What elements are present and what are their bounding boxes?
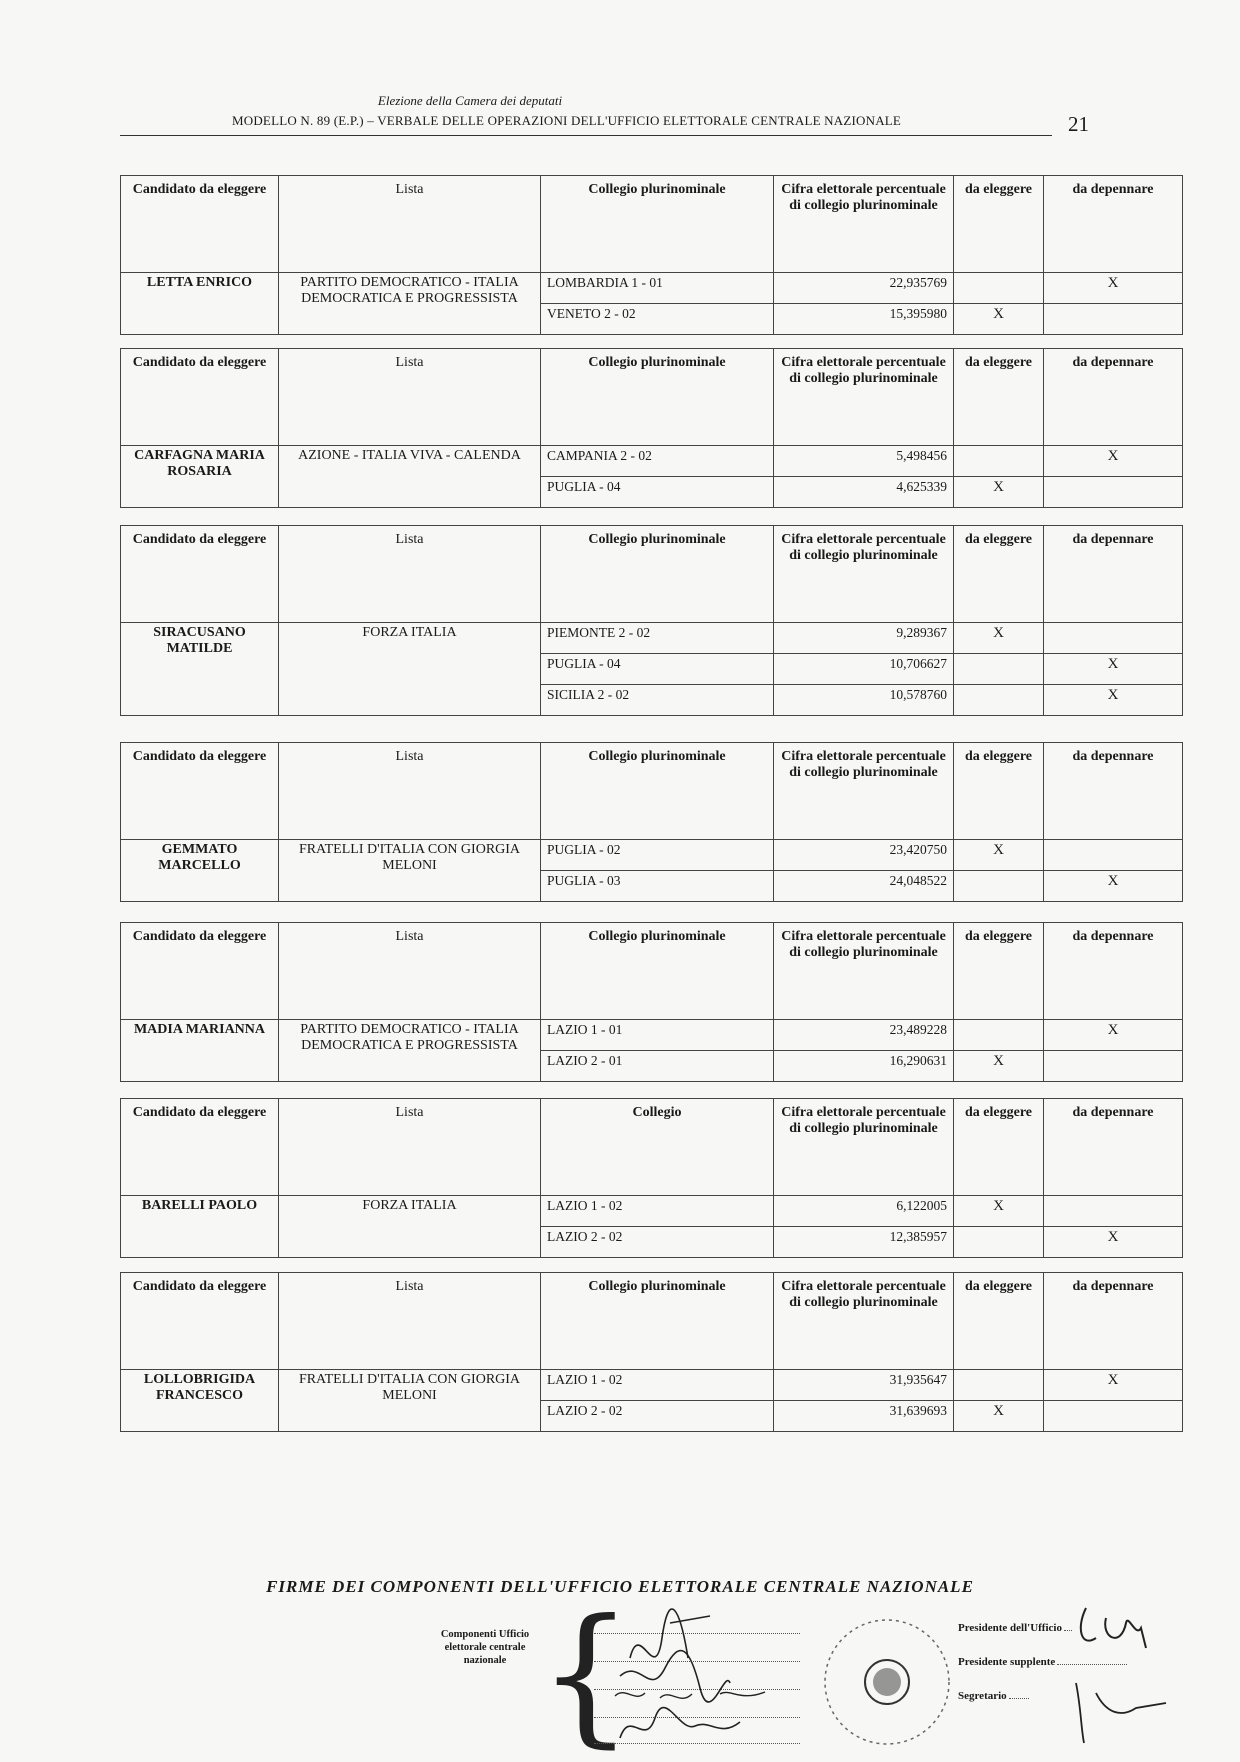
- table-row: [121, 840, 1183, 871]
- collegio-cell: LAZIO 2 - 02: [541, 1227, 774, 1258]
- da-eleggere-cell: X: [954, 840, 1044, 871]
- candidato-header: Candidato da eleggere: [121, 1273, 279, 1370]
- collegio-cell: LAZIO 1 - 01: [541, 1020, 774, 1051]
- da-depennare-cell: X: [1044, 871, 1183, 902]
- candidate-table: [120, 525, 1183, 716]
- collegio-header: Collegio plurinominale: [541, 526, 774, 623]
- lista-header: Lista: [279, 349, 541, 446]
- candidate-name: SIRACUSANO MATILDE: [121, 623, 279, 716]
- candidato-header: Candidato da eleggere: [121, 176, 279, 273]
- party-list: PARTITO DEMOCRATICO - ITALIA DEMOCRATICA E PROGRESSISTA: [279, 1020, 541, 1082]
- cifra-cell: 16,290631: [774, 1051, 954, 1082]
- collegio-header: Collegio plurinominale: [541, 743, 774, 840]
- collegio-cell: LOMBARDIA 1 - 01: [541, 273, 774, 304]
- brace-symbol: {: [538, 1588, 634, 1762]
- da-eleggere-cell: [954, 1227, 1044, 1258]
- cifra-header: Cifra elettorale percentuale di collegio plurinominale: [774, 743, 954, 840]
- collegio-header: Collegio plurinominale: [541, 176, 774, 273]
- da-eleggere-header: da eleggere: [954, 1273, 1044, 1370]
- cifra-cell: 10,706627: [774, 654, 954, 685]
- lista-header: Lista: [279, 176, 541, 273]
- da-depennare-header: da depennare: [1044, 526, 1183, 623]
- cifra-header: Cifra elettorale percentuale di collegio plurinominale: [774, 526, 954, 623]
- lista-header: Lista: [279, 923, 541, 1020]
- da-eleggere-cell: [954, 1020, 1044, 1051]
- presidente-text: Presidente dell'Ufficio: [958, 1622, 1062, 1634]
- da-depennare-header: da depennare: [1044, 923, 1183, 1020]
- cifra-header: Cifra elettorale percentuale di collegio plurinominale: [774, 923, 954, 1020]
- collegio-cell: PIEMONTE 2 - 02: [541, 623, 774, 654]
- da-eleggere-header: da eleggere: [954, 526, 1044, 623]
- candidato-header: Candidato da eleggere: [121, 923, 279, 1020]
- cifra-header: Cifra elettorale percentuale di collegio plurinominale: [774, 1099, 954, 1196]
- party-list: AZIONE - ITALIA VIVA - CALENDA: [279, 446, 541, 508]
- candidate-name: MADIA MARIANNA: [121, 1020, 279, 1082]
- collegio-cell: LAZIO 2 - 02: [541, 1401, 774, 1432]
- handwritten-signatures: [600, 1598, 800, 1748]
- da-depennare-cell: [1044, 1051, 1183, 1082]
- cifra-cell: 23,420750: [774, 840, 954, 871]
- collegio-cell: CAMPANIA 2 - 02: [541, 446, 774, 477]
- candidate-table: [120, 348, 1183, 508]
- cifra-cell: 22,935769: [774, 273, 954, 304]
- document-header: MODELLO N. 89 (E.P.) – VERBALE DELLE OPERAZIONI DELL'UFFICIO ELETTORALE CENTRALE NAZIONALE: [232, 113, 902, 128]
- da-eleggere-cell: X: [954, 477, 1044, 508]
- da-eleggere-header: da eleggere: [954, 743, 1044, 840]
- da-eleggere-cell: X: [954, 623, 1044, 654]
- da-eleggere-cell: X: [954, 1051, 1044, 1082]
- cifra-cell: 24,048522: [774, 871, 954, 902]
- table-row: [121, 446, 1183, 477]
- cifra-cell: 23,489228: [774, 1020, 954, 1051]
- candidate-table: [120, 1098, 1183, 1258]
- da-eleggere-cell: [954, 446, 1044, 477]
- da-depennare-header: da depennare: [1044, 176, 1183, 273]
- da-depennare-header: da depennare: [1044, 1099, 1183, 1196]
- da-eleggere-cell: [954, 871, 1044, 902]
- da-depennare-cell: X: [1044, 654, 1183, 685]
- presidente-supplente-text: Presidente supplente: [958, 1656, 1056, 1668]
- collegio-cell: PUGLIA - 04: [541, 477, 774, 508]
- candidato-header: Candidato da eleggere: [121, 1099, 279, 1196]
- da-depennare-cell: [1044, 1196, 1183, 1227]
- candidato-header: Candidato da eleggere: [121, 526, 279, 623]
- page-number: 21: [1068, 112, 1089, 136]
- party-list: FRATELLI D'ITALIA CON GIORGIA MELONI: [279, 840, 541, 902]
- da-eleggere-cell: X: [954, 1196, 1044, 1227]
- cifra-header: Cifra elettorale percentuale di collegio plurinominale: [774, 349, 954, 446]
- candidato-header: Candidato da eleggere: [121, 349, 279, 446]
- componenti-label: Componenti Ufficio elettorale centrale nazionale: [440, 1629, 530, 1666]
- da-depennare-cell: X: [1044, 1370, 1183, 1401]
- cifra-cell: 31,639693: [774, 1401, 954, 1432]
- da-eleggere-cell: [954, 685, 1044, 716]
- da-depennare-cell: X: [1044, 685, 1183, 716]
- cifra-cell: 15,395980: [774, 304, 954, 335]
- lista-header: Lista: [279, 526, 541, 623]
- candidate-name: CARFAGNA MARIA ROSARIA: [121, 446, 279, 508]
- table-row: [121, 623, 1183, 654]
- lista-header: Lista: [279, 1099, 541, 1196]
- party-list: PARTITO DEMOCRATICO - ITALIA DEMOCRATICA E PROGRESSISTA: [279, 273, 541, 335]
- cifra-header: Cifra elettorale percentuale di collegio plurinominale: [774, 176, 954, 273]
- candidate-table: [120, 175, 1183, 335]
- table-row: [121, 1370, 1183, 1401]
- collegio-cell: PUGLIA - 02: [541, 840, 774, 871]
- candidate-table: [120, 922, 1183, 1082]
- da-depennare-cell: [1044, 840, 1183, 871]
- candidate-name: LETTA ENRICO: [121, 273, 279, 335]
- candidate-table: [120, 1272, 1183, 1432]
- da-depennare-cell: X: [1044, 273, 1183, 304]
- cifra-cell: 6,122005: [774, 1196, 954, 1227]
- da-depennare-header: da depennare: [1044, 1273, 1183, 1370]
- segretario-label: [958, 1690, 1029, 1702]
- cifra-header: Cifra elettorale percentuale di collegio plurinominale: [774, 1273, 954, 1370]
- party-list: FORZA ITALIA: [279, 1196, 541, 1258]
- da-eleggere-cell: [954, 273, 1044, 304]
- da-eleggere-cell: X: [954, 304, 1044, 335]
- da-depennare-cell: [1044, 623, 1183, 654]
- da-depennare-cell: [1044, 304, 1183, 335]
- collegio-cell: LAZIO 2 - 01: [541, 1051, 774, 1082]
- cifra-cell: 4,625339: [774, 477, 954, 508]
- da-depennare-header: da depennare: [1044, 349, 1183, 446]
- da-eleggere-header: da eleggere: [954, 176, 1044, 273]
- header-rule: [120, 135, 1052, 136]
- da-eleggere-cell: [954, 654, 1044, 685]
- collegio-cell: LAZIO 1 - 02: [541, 1370, 774, 1401]
- collegio-header: Collegio: [541, 1099, 774, 1196]
- party-list: FORZA ITALIA: [279, 623, 541, 716]
- da-eleggere-header: da eleggere: [954, 1099, 1044, 1196]
- cifra-cell: 10,578760: [774, 685, 954, 716]
- cifra-cell: 12,385957: [774, 1227, 954, 1258]
- segretario-text: Segretario: [958, 1690, 1007, 1702]
- candidate-name: LOLLOBRIGIDA FRANCESCO: [121, 1370, 279, 1432]
- handwritten-signature-presidente: [1066, 1598, 1176, 1748]
- da-depennare-header: da depennare: [1044, 743, 1183, 840]
- official-seal: [808, 1612, 966, 1752]
- document-subtitle: Elezione della Camera dei deputati: [377, 93, 563, 108]
- cifra-cell: 5,498456: [774, 446, 954, 477]
- collegio-cell: VENETO 2 - 02: [541, 304, 774, 335]
- collegio-cell: LAZIO 1 - 02: [541, 1196, 774, 1227]
- table-row: [121, 1196, 1183, 1227]
- collegio-cell: PUGLIA - 03: [541, 871, 774, 902]
- collegio-header: Collegio plurinominale: [541, 923, 774, 1020]
- da-eleggere-header: da eleggere: [954, 349, 1044, 446]
- signatures-title: FIRME DEI COMPONENTI DELL'UFFICIO ELETTORALE CENTRALE NAZIONALE: [266, 1577, 974, 1596]
- da-depennare-cell: X: [1044, 1020, 1183, 1051]
- candidato-header: Candidato da eleggere: [121, 743, 279, 840]
- collegio-header: Collegio plurinominale: [541, 1273, 774, 1370]
- da-depennare-cell: [1044, 1401, 1183, 1432]
- da-eleggere-cell: [954, 1370, 1044, 1401]
- lista-header: Lista: [279, 743, 541, 840]
- da-depennare-cell: X: [1044, 1227, 1183, 1258]
- table-row: [121, 1020, 1183, 1051]
- collegio-cell: PUGLIA - 04: [541, 654, 774, 685]
- candidate-name: BARELLI PAOLO: [121, 1196, 279, 1258]
- candidate-name: GEMMATO MARCELLO: [121, 840, 279, 902]
- table-row: [121, 273, 1183, 304]
- da-eleggere-cell: X: [954, 1401, 1044, 1432]
- da-depennare-cell: [1044, 477, 1183, 508]
- candidate-table: [120, 742, 1183, 902]
- cifra-cell: 9,289367: [774, 623, 954, 654]
- da-eleggere-header: da eleggere: [954, 923, 1044, 1020]
- collegio-header: Collegio plurinominale: [541, 349, 774, 446]
- cifra-cell: 31,935647: [774, 1370, 954, 1401]
- lista-header: Lista: [279, 1273, 541, 1370]
- party-list: FRATELLI D'ITALIA CON GIORGIA MELONI: [279, 1370, 541, 1432]
- collegio-cell: SICILIA 2 - 02: [541, 685, 774, 716]
- presidente-label: [958, 1622, 1072, 1634]
- da-depennare-cell: X: [1044, 446, 1183, 477]
